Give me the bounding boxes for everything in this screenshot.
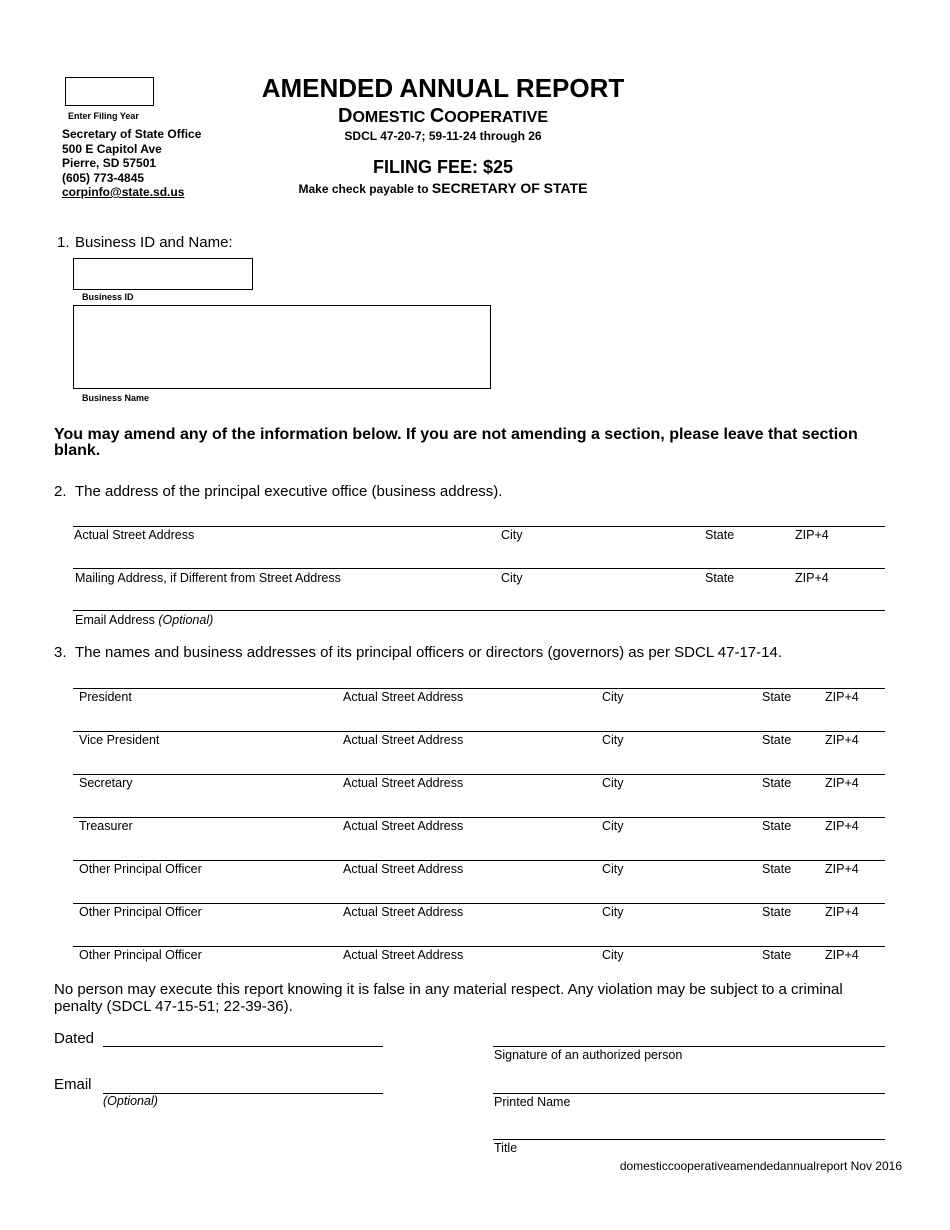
section-3-heading: The names and business addresses of its principal officers or directors (governors) as per SDCL 47-17-14.: [75, 644, 782, 661]
officer-row-line[interactable]: [73, 903, 885, 904]
officer-city-label: City: [602, 776, 624, 790]
section-3-number: 3.: [54, 644, 67, 661]
city-label: City: [501, 528, 523, 542]
officer-state-label: State: [762, 690, 792, 704]
payable-line: [243, 179, 643, 198]
section-1-heading: Business ID and Name:: [75, 234, 233, 251]
printed-name-label: Printed Name: [494, 1095, 571, 1109]
officer-zip-label: ZIP+4: [825, 948, 859, 962]
officer-row-line[interactable]: [73, 946, 885, 947]
mailing-city-label: City: [501, 571, 523, 585]
business-address-line[interactable]: [73, 526, 885, 527]
page-subtitle: [243, 105, 643, 129]
officer-city-label: City: [602, 948, 624, 962]
officer-row-line[interactable]: [73, 774, 885, 775]
officer-zip-label: ZIP+4: [825, 862, 859, 876]
page-title: AMENDED ANNUAL REPORT: [261, 73, 625, 103]
payable-prefix: Make check payable to: [298, 182, 432, 196]
subtitle-rest-2: OOPERATIVE: [444, 109, 548, 126]
business-name-field[interactable]: [73, 305, 491, 389]
officer-title-label: Other Principal Officer: [79, 862, 202, 876]
title-label: Title: [494, 1141, 518, 1155]
officer-title-label: Secretary: [79, 776, 133, 790]
filing-fee: FILING FEE: $25: [372, 157, 514, 177]
business-email-label: [75, 613, 213, 627]
dated-line[interactable]: [103, 1046, 383, 1047]
officer-title-label: Treasurer: [79, 819, 133, 833]
zip-label: ZIP+4: [795, 528, 829, 542]
street-address-label: Actual Street Address: [74, 528, 195, 542]
officer-zip-label: ZIP+4: [825, 733, 859, 747]
amend-notice: You may amend any of the information below. If you are not amending a section, please leave that section blank.: [54, 426, 858, 459]
signature-line[interactable]: [493, 1046, 885, 1047]
business-id-label: Business ID: [82, 292, 134, 302]
subtitle-initial-c: C: [429, 105, 445, 127]
officer-title-label: Other Principal Officer: [79, 905, 202, 919]
officer-title-label: Other Principal Officer: [79, 948, 202, 962]
officer-zip-label: ZIP+4: [825, 819, 859, 833]
officer-street-label: Actual Street Address: [343, 948, 464, 962]
mailing-state-label: State: [705, 571, 735, 585]
dated-label: Dated: [54, 1030, 95, 1047]
officer-title-label: President: [79, 690, 132, 704]
officer-state-label: State: [762, 905, 792, 919]
officer-zip-label: ZIP+4: [825, 905, 859, 919]
office-phone: (605) 773-4845: [62, 170, 145, 185]
officer-row-line[interactable]: [73, 731, 885, 732]
footer-email-label: Email: [54, 1076, 92, 1093]
section-2-heading: The address of the principal executive office (business address).: [75, 483, 503, 500]
penalty-statement: No person may execute this report knowing it is false in any material respect. Any violation may be subject to a criminal penalty (SDCL 47-15-51; 22-39-36).: [54, 981, 843, 1015]
officer-row-line[interactable]: [73, 817, 885, 818]
section-1-number: 1.: [57, 234, 70, 251]
officer-state-label: State: [762, 733, 792, 747]
officer-state-label: State: [762, 862, 792, 876]
officer-street-label: Actual Street Address: [343, 819, 464, 833]
officer-street-label: Actual Street Address: [343, 776, 464, 790]
officer-state-label: State: [762, 776, 792, 790]
officer-title-label: Vice President: [79, 733, 160, 747]
officer-street-label: Actual Street Address: [343, 862, 464, 876]
officer-street-label: Actual Street Address: [343, 690, 464, 704]
office-city: Pierre, SD 57501: [62, 156, 157, 170]
footer-email-optional: (Optional): [103, 1094, 158, 1108]
mailing-zip-label: ZIP+4: [795, 571, 829, 585]
business-email-optional: (Optional): [158, 613, 214, 627]
subtitle-rest-1: OMESTIC: [352, 109, 430, 126]
state-label: State: [705, 528, 735, 542]
officer-city-label: City: [602, 733, 624, 747]
subtitle-initial-d: D: [338, 105, 353, 127]
officer-city-label: City: [602, 819, 624, 833]
business-id-field[interactable]: [73, 258, 253, 290]
mailing-address-label: Mailing Address, if Different from Street Address: [75, 571, 341, 585]
payable-to: SECRETARY OF STATE: [431, 180, 588, 196]
business-email-label-text: Email Address: [75, 613, 159, 627]
officer-city-label: City: [602, 862, 624, 876]
office-name: Secretary of State Office: [62, 127, 202, 141]
officer-row-line[interactable]: [73, 860, 885, 861]
filing-year-input[interactable]: [65, 77, 154, 106]
statute-reference: SDCL 47-20-7; 59-11-24 through 26: [344, 129, 542, 143]
office-address-block: [62, 127, 201, 200]
officer-zip-label: ZIP+4: [825, 776, 859, 790]
section-2-number: 2.: [54, 483, 67, 500]
signature-label: Signature of an authorized person: [494, 1048, 683, 1062]
officer-street-label: Actual Street Address: [343, 733, 464, 747]
officer-city-label: City: [602, 905, 624, 919]
office-email-link[interactable]: corpinfo@state.sd.us: [62, 185, 185, 199]
officer-street-label: Actual Street Address: [343, 905, 464, 919]
officer-row-line[interactable]: [73, 688, 885, 689]
form-id: domesticcooperativeamendedannualreport Nov 2016: [619, 1159, 902, 1173]
officer-state-label: State: [762, 819, 792, 833]
mailing-address-line[interactable]: [73, 568, 885, 569]
business-email-line[interactable]: [73, 610, 885, 611]
office-street: 500 E Capitol Ave: [62, 141, 162, 156]
officer-city-label: City: [602, 690, 624, 704]
officer-zip-label: ZIP+4: [825, 690, 859, 704]
title-line[interactable]: [493, 1139, 885, 1140]
officer-state-label: State: [762, 948, 792, 962]
filing-year-label: Enter Filing Year: [68, 111, 139, 121]
business-name-label: Business Name: [82, 393, 150, 403]
printed-name-line[interactable]: [493, 1093, 885, 1094]
header-center: [243, 72, 643, 198]
